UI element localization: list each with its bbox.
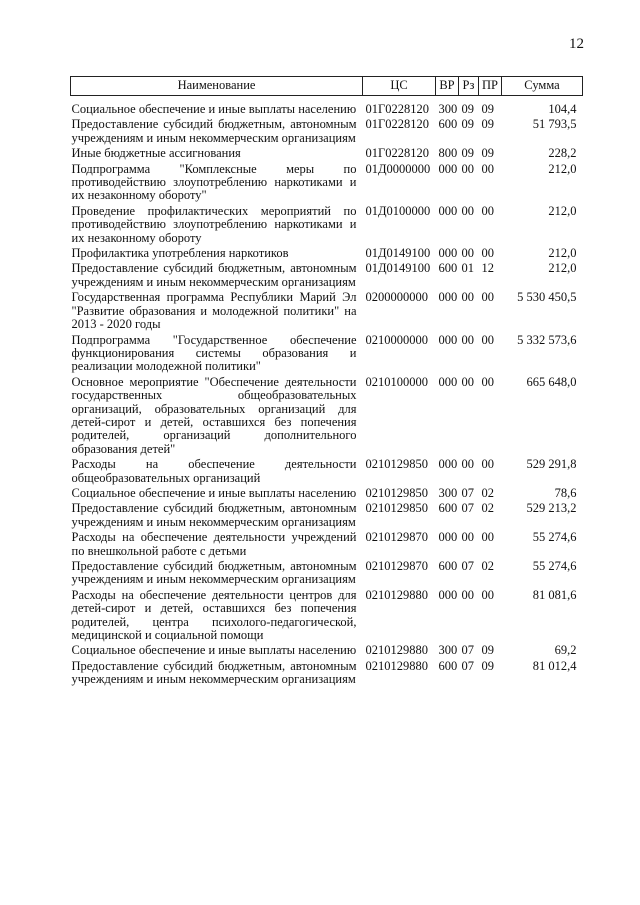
table-row [71,458,583,487]
cell-rz: 00 [461,332,474,347]
table-row [71,487,583,502]
cell-sum: 228,2 [548,146,577,161]
cell-pr: 00 [481,530,494,545]
cell-vr: 600 [438,559,458,573]
table-row [71,118,583,147]
cell-rz: 09 [461,146,474,161]
cell-vr: 300 [438,485,458,500]
cell-pr: 09 [481,117,494,132]
cell-pr: 09 [481,102,494,116]
table-header [71,77,583,96]
header-vr: ВР [436,77,459,96]
cell-sum: 5 530 450,5 [517,290,577,305]
cell-rz: 00 [461,246,474,261]
cell-vr: 000 [438,161,458,176]
cell-cs: 0210129880 [365,643,428,658]
cell-sum: 5 332 573,6 [517,332,577,347]
cell-pr: 00 [481,246,494,261]
cell-vr: 300 [438,643,458,658]
cell-sum: 55 274,6 [532,530,577,545]
cell-rz: 09 [461,117,474,132]
cell-cs: 01Г0228120 [365,117,429,132]
cell-cs: 01Д0000000 [365,161,431,176]
cell-vr: 600 [438,117,458,132]
cell-vr: 600 [438,658,458,673]
cell-cs: 01Г0228120 [365,146,429,161]
cell-rz: 00 [461,374,474,389]
cell-pr: 00 [481,374,494,389]
header-name: Наименование [71,77,363,96]
cell-vr: 000 [438,246,458,261]
cell-name: Предоставление субсидий бюджетным, автономным учреждениям и иным некоммерческим организациям [71,501,357,529]
cell-rz: 01 [461,261,474,276]
cell-vr: 000 [438,374,458,389]
table-row [71,147,583,162]
cell-cs: 01Д0100000 [365,203,431,218]
cell-cs: 01Д0149100 [365,261,431,276]
table-row [71,96,583,119]
page-number: 12 [569,36,584,52]
cell-name: Расходы на обеспечение деятельности учреждений по внешкольной работе с детьми [71,530,357,558]
cell-sum: 81 012,4 [532,658,577,673]
cell-rz: 00 [461,587,474,602]
table-row [71,163,583,205]
cell-name: Предоставление субсидий бюджетным, автономным учреждениям и иным некоммерческим организациям [71,261,357,289]
cell-sum: 81 081,6 [532,587,577,602]
cell-sum: 529 213,2 [526,501,577,516]
cell-cs: 0210129850 [365,485,428,500]
cell-rz: 09 [461,102,474,116]
cell-pr: 00 [481,332,494,347]
cell-cs: 0210129880 [365,587,428,602]
cell-sum: 212,0 [548,246,577,261]
cell-vr: 000 [438,457,458,472]
cell-cs: 0210129850 [365,501,428,516]
cell-pr: 00 [481,203,494,218]
table-row [71,247,583,262]
cell-name: Проведение профилактических мероприятий по противодействию злоупотреблению наркотиками и их незаконному обороту [71,203,357,245]
cell-sum: 69,2 [554,643,577,658]
header-cs: ЦС [363,77,436,96]
cell-rz: 07 [461,643,474,658]
cell-vr: 300 [438,102,458,116]
cell-vr: 600 [438,501,458,516]
table-row [71,291,583,333]
cell-rz: 00 [461,457,474,472]
cell-name: Государственная программа Республики Марий Эл "Развитие образования и молодежной политики" на 2013 - 2020 годы [71,290,357,332]
cell-name: Подпрограмма "Комплексные меры по противодействию злоупотреблению наркотиками и их незаконному обороту" [71,161,357,203]
table-body [71,96,583,689]
cell-pr: 00 [481,290,494,305]
cell-cs: 0210129870 [365,559,428,573]
cell-name: Подпрограмма "Государственное обеспечение функционирования системы образования и реализации молодежной политики" [71,332,357,374]
cell-sum: 55 274,6 [532,559,577,573]
cell-cs: 01Г0228120 [365,102,429,116]
cell-vr: 000 [438,203,458,218]
cell-name: Основное мероприятие "Обеспечение деятельности государственных общеобразовательных организаций, образовательных организаций для детей-сирот и детей, оставшихся без попечения родителей, организаций дополнительного образования детей" [71,374,357,456]
table-row [71,262,583,291]
cell-pr: 02 [481,559,494,573]
cell-rz: 00 [461,530,474,545]
cell-pr: 00 [481,161,494,176]
table-row [71,205,583,247]
cell-name: Иные бюджетные ассигнования [71,146,241,161]
cell-vr: 000 [438,587,458,602]
cell-sum: 78,6 [554,485,577,500]
cell-rz: 07 [461,501,474,516]
header-sum: Сумма [502,77,583,96]
cell-name: Социальное обеспечение и иные выплаты населению [71,102,357,116]
cell-cs: 01Д0149100 [365,246,431,261]
cell-cs: 0210129850 [365,457,428,472]
table-row [71,502,583,531]
cell-sum: 212,0 [548,261,577,276]
cell-vr: 000 [438,332,458,347]
table-row [71,560,583,589]
cell-rz: 00 [461,161,474,176]
cell-pr: 02 [481,485,494,500]
cell-rz: 07 [461,658,474,673]
cell-cs: 0210000000 [365,332,428,347]
cell-pr: 00 [481,457,494,472]
table-row [71,334,583,376]
cell-pr: 09 [481,658,494,673]
cell-cs: 0210129880 [365,658,428,673]
cell-name: Расходы на обеспечение деятельности центров для детей-сирот и детей, оставшихся без попечения родителей, центра психолого-педагогической, медицинской и социальной помощи [71,587,357,643]
cell-name: Предоставление субсидий бюджетным, автономным учреждениям и иным некоммерческим организациям [71,559,357,587]
cell-vr: 800 [438,146,458,161]
cell-sum: 665 648,0 [526,374,577,389]
cell-cs: 0200000000 [365,290,428,305]
cell-name: Социальное обеспечение и иные выплаты населению [71,485,357,500]
budget-table [70,76,583,689]
cell-sum: 104,4 [548,102,577,116]
cell-sum: 51 793,5 [532,117,577,132]
cell-pr: 02 [481,501,494,516]
cell-vr: 000 [438,290,458,305]
cell-pr: 00 [481,587,494,602]
cell-sum: 529 291,8 [526,457,577,472]
cell-cs: 0210129870 [365,530,428,545]
cell-vr: 600 [438,261,458,276]
table-row [71,531,583,560]
header-rz: Рз [459,77,479,96]
cell-sum: 212,0 [548,203,577,218]
cell-pr: 09 [481,146,494,161]
cell-name: Расходы на обеспечение деятельности общеобразовательных организаций [71,457,357,485]
table-row [71,660,583,689]
cell-pr: 12 [481,261,494,276]
table-row [71,376,583,458]
cell-name: Предоставление субсидий бюджетным, автономным учреждениям и иным некоммерческим организациям [71,117,357,145]
table-row [71,644,583,659]
cell-vr: 000 [438,530,458,545]
cell-name: Профилактика употребления наркотиков [71,246,289,261]
cell-rz: 07 [461,559,474,573]
table-row [71,589,583,645]
header-pr: ПР [479,77,502,96]
cell-rz: 00 [461,203,474,218]
cell-name: Социальное обеспечение и иные выплаты населению [71,643,357,658]
cell-rz: 07 [461,485,474,500]
cell-name: Предоставление субсидий бюджетным, автономным учреждениям и иным некоммерческим организациям [71,658,357,687]
cell-sum: 212,0 [548,161,577,176]
header-row [71,77,583,96]
cell-rz: 00 [461,290,474,305]
cell-cs: 0210100000 [365,374,428,389]
cell-pr: 09 [481,643,494,658]
